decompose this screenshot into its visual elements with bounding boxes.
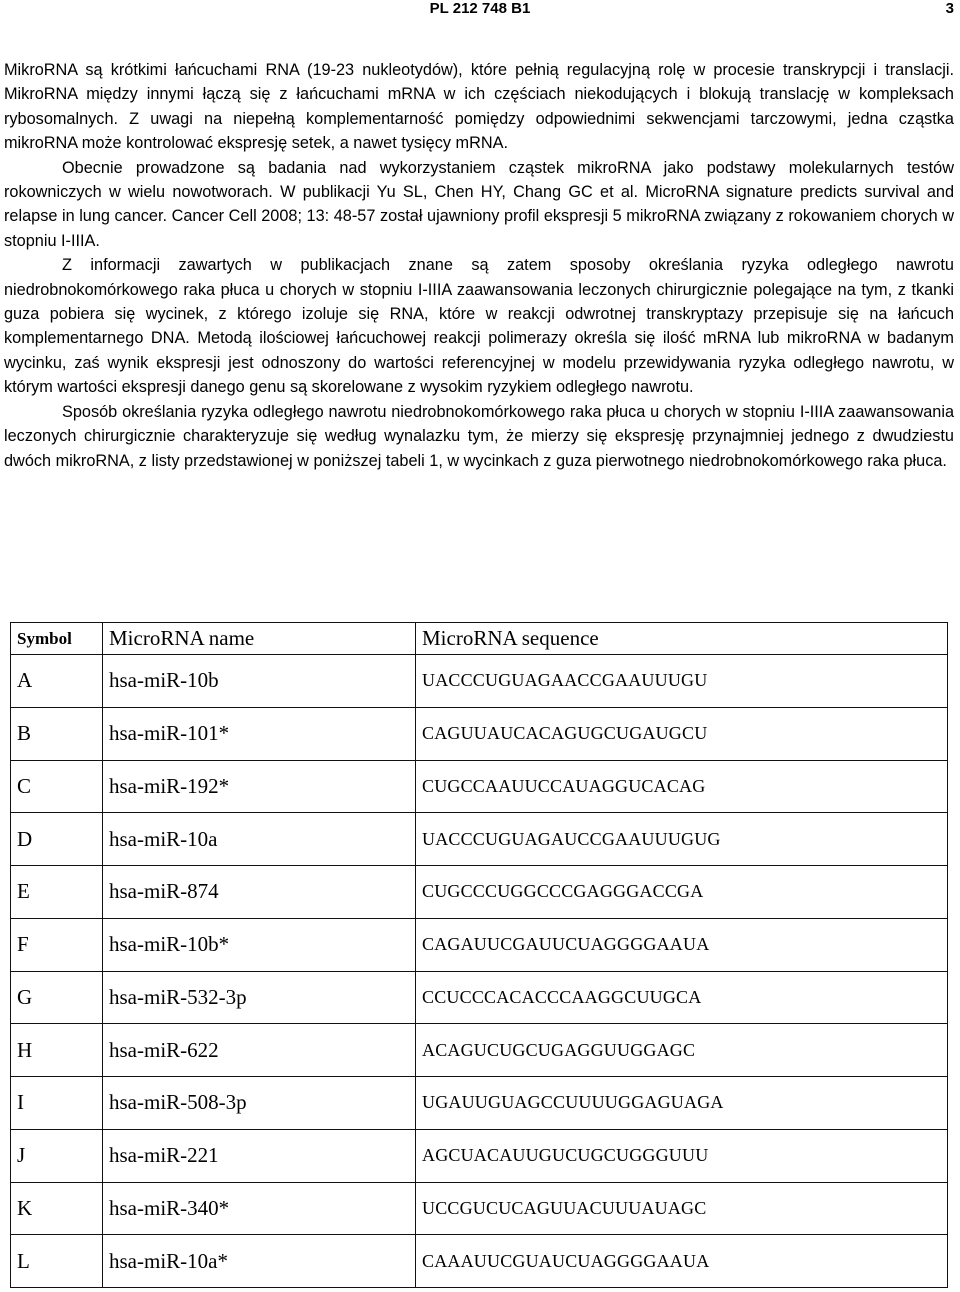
cell-symbol: C <box>11 760 103 813</box>
cell-sequence: ACAGUCUGCUGAGGUUGGAGC <box>416 1024 948 1077</box>
cell-sequence: AGCUACAUUGUCUGCUGGGUUU <box>416 1129 948 1182</box>
cell-symbol: G <box>11 971 103 1024</box>
cell-sequence: CCUCCCACACCCAAGGCUUGCA <box>416 971 948 1024</box>
cell-name: hsa-miR-532-3p <box>103 971 416 1024</box>
cell-sequence: UCCGUCUCAGUUACUUUAUAGC <box>416 1182 948 1235</box>
table-row <box>11 760 948 813</box>
table-row <box>11 971 948 1024</box>
cell-name: hsa-miR-622 <box>103 1024 416 1077</box>
cell-symbol: K <box>11 1182 103 1235</box>
table-row <box>11 813 948 866</box>
table-row <box>11 1024 948 1077</box>
column-header-name: MicroRNA name <box>103 623 416 655</box>
cell-symbol: I <box>11 1077 103 1130</box>
cell-name: hsa-miR-192* <box>103 760 416 813</box>
table-row <box>11 866 948 919</box>
cell-symbol: L <box>11 1235 103 1288</box>
cell-sequence: UGAUUGUAGCCUUUUGGAGUAGA <box>416 1077 948 1130</box>
table-row <box>11 1077 948 1130</box>
cell-sequence: UACCCUGUAGAACCGAAUUUGU <box>416 655 948 708</box>
patent-number: PL 212 748 B1 <box>429 0 531 17</box>
paragraph-mikrorna-definition: MikroRNA są krótkimi łańcuchami RNA (19-23 nukleotydów), które pełnią regulacyjną rolę w procesie transkrypcji i translacji. MikroRNA między innymi łączą się z łańcuchami mRNA w ich częściach niekodujących i blokują translację w kompleksach rybosomalnych. Z uwagi na niepełną komplementarność pomiędzy odpowiednimi sekwencjami tarczowymi, jedna cząstka mikroRNA może kontrolować ekspresję setek, a nawet tysięcy mRNA. <box>4 61 954 153</box>
cell-name: hsa-miR-508-3p <box>103 1077 416 1130</box>
table-row <box>11 1235 948 1288</box>
cell-symbol: A <box>11 655 103 708</box>
cell-name: hsa-miR-874 <box>103 866 416 919</box>
microrna-table <box>10 622 948 1288</box>
cell-name: hsa-miR-221 <box>103 1129 416 1182</box>
cell-symbol: J <box>11 1129 103 1182</box>
cell-name: hsa-miR-10b* <box>103 918 416 971</box>
cell-name: hsa-miR-10b <box>103 655 416 708</box>
paragraph-known-methods: Z informacji zawartych w publikacjach znane są zatem sposoby określania ryzyka odległego nawrotu niedrobnokomórkowego raka płuca u chorych w stopniu I-IIIA zaawansowania leczonych chirurgicznie polegające na tym, z tkanki guza pobiera się wycinek, z którego izoluje się RNA, które w reakcji odwrotnej transkryptazy przepisuje się na łańcuch komplementarnego DNA. Metodą ilościowej łańcuchowej reakcji polimerazy określa się ilość mRNA lub mikroRNA w badanym wycinku, zaś wynik ekspresji jest odnoszony do wartości referencyjnej w modelu przewidywania ryzyka odległego nawrotu, w którym wartości ekspresji danego genu są skorelowane z wysokim ryzykiem odległego nawrotu. <box>4 256 954 397</box>
table-row <box>11 918 948 971</box>
table-header-row <box>11 623 948 655</box>
cell-symbol: B <box>11 707 103 760</box>
cell-sequence: CUGCCCUGGCCCGAGGGACCGA <box>416 866 948 919</box>
table-row <box>11 707 948 760</box>
microrna-table-grid <box>10 622 948 1288</box>
table-row <box>11 1129 948 1182</box>
cell-sequence: CAAAUUCGUAUCUAGGGGAAUA <box>416 1235 948 1288</box>
document-body <box>4 58 954 473</box>
page-header <box>0 0 960 20</box>
column-header-symbol: Symbol <box>11 623 103 655</box>
page-number: 3 <box>945 0 954 17</box>
column-header-sequence: MicroRNA sequence <box>416 623 948 655</box>
cell-symbol: H <box>11 1024 103 1077</box>
cell-name: hsa-miR-10a* <box>103 1235 416 1288</box>
cell-symbol: F <box>11 918 103 971</box>
cell-sequence: UACCCUGUAGAUCCGAAUUUGUG <box>416 813 948 866</box>
cell-sequence: CAGUUAUCACAGUGCUGAUGCU <box>416 707 948 760</box>
table-row <box>11 1182 948 1235</box>
paragraph-current-research: Obecnie prowadzone są badania nad wykorzystaniem cząstek mikroRNA jako podstawy molekularnych testów rokowniczych w wielu nowotworach. W publikacji Yu SL, Chen HY, Chang GC et al. MicroRNA signature predicts survival and relapse in lung cancer. Cancer Cell 2008; 13: 48-57 został ujawniony profil ekspresji 5 mikroRNA związany z rokowaniem chorych w stopniu I-IIIA. <box>4 158 954 250</box>
cell-name: hsa-miR-10a <box>103 813 416 866</box>
cell-symbol: E <box>11 866 103 919</box>
cell-name: hsa-miR-340* <box>103 1182 416 1235</box>
table-row <box>11 655 948 708</box>
cell-sequence: CUGCCAAUUCCAUAGGUCACAG <box>416 760 948 813</box>
cell-symbol: D <box>11 813 103 866</box>
paragraph-invention: Sposób określania ryzyka odległego nawrotu niedrobnokomórkowego raka płuca u chorych w stopniu I-IIIA zaawansowania leczonych chirurgicznie charakteryzuje się według wynalazku tym, że mierzy się ekspresję przynajmniej jednego z dwudziestu dwóch mikroRNA, z listy przedstawionej w poniższej tabeli 1, w wycinkach z guza pierwotnego niedrobnokomórkowego raka płuca. <box>4 402 954 470</box>
cell-sequence: CAGAUUCGAUUCUAGGGGAAUA <box>416 918 948 971</box>
cell-name: hsa-miR-101* <box>103 707 416 760</box>
